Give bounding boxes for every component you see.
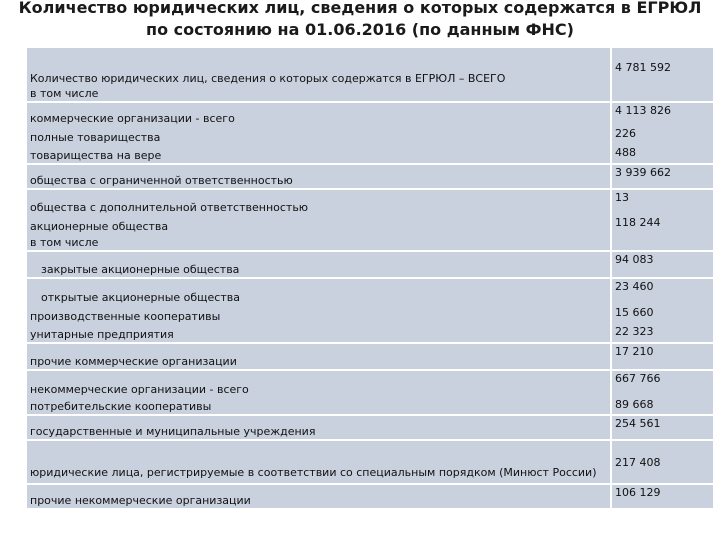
row-value (611, 86, 713, 102)
row-label: в том числе (27, 86, 611, 102)
page-title (0, 0, 720, 41)
table-row (27, 440, 713, 484)
table-row (27, 86, 713, 102)
table-row (27, 415, 713, 440)
row-label: открытые акционерные общества (27, 278, 611, 305)
row-value: 23 460 (611, 278, 713, 305)
row-label: Количество юридических лиц, сведения о которых содержатся в ЕГРЮЛ – ВСЕГО (27, 48, 611, 86)
table-row (27, 164, 713, 189)
row-value: 4 781 592 (611, 48, 713, 86)
table-row (27, 126, 713, 145)
page-title-line-1: Количество юридических лиц, сведения о которых содержатся в ЕГРЮЛ (18, 0, 702, 17)
row-label: товарищества на вере (27, 145, 611, 164)
row-value: 3 939 662 (611, 164, 713, 189)
row-label: производственные кооперативы (27, 305, 611, 324)
row-label: полные товарищества (27, 126, 611, 145)
row-label: акционерные общества (27, 215, 611, 234)
row-value: 4 113 826 (611, 102, 713, 126)
row-label: закрытые акционерные общества (27, 251, 611, 278)
row-value: 89 668 (611, 397, 713, 415)
registry-table-container (27, 48, 713, 526)
row-label: юридические лица, регистрируемые в соответствии со специальным порядком (Минюст России) (27, 440, 611, 484)
table-row (27, 215, 713, 234)
row-value: 118 244 (611, 215, 713, 234)
table-row (27, 189, 713, 215)
table-row (27, 48, 713, 86)
table-row (27, 251, 713, 278)
table-row (27, 343, 713, 370)
row-value: 15 660 (611, 305, 713, 324)
row-value: 22 323 (611, 324, 713, 343)
table-row (27, 278, 713, 305)
table-row (27, 484, 713, 508)
row-label: унитарные предприятия (27, 324, 611, 343)
row-label: прочие коммерческие организации (27, 343, 611, 370)
page-title-line-2: по состоянию на 01.06.2016 (по данным ФНС) (146, 20, 574, 39)
row-value (611, 234, 713, 251)
row-value: 13 (611, 189, 713, 215)
row-label: прочие некоммерческие организации (27, 484, 611, 508)
row-label: потребительские кооперативы (27, 397, 611, 415)
table-row (27, 397, 713, 415)
row-label: общества с дополнительной ответственностью (27, 189, 611, 215)
table-row (27, 145, 713, 164)
table-row (27, 324, 713, 343)
table-row (27, 305, 713, 324)
row-value: 106 129 (611, 484, 713, 508)
table-row (27, 234, 713, 251)
row-label: государственные и муниципальные учреждения (27, 415, 611, 440)
row-value: 17 210 (611, 343, 713, 370)
row-value: 254 561 (611, 415, 713, 440)
table-row (27, 370, 713, 397)
row-label: коммерческие организации - всего (27, 102, 611, 126)
table-row (27, 102, 713, 126)
row-value: 488 (611, 145, 713, 164)
row-label: в том числе (27, 234, 611, 251)
row-value: 217 408 (611, 440, 713, 484)
registry-table (27, 48, 713, 508)
row-value: 226 (611, 126, 713, 145)
row-value: 667 766 (611, 370, 713, 397)
row-label: общества с ограниченной ответственностью (27, 164, 611, 189)
row-value: 94 083 (611, 251, 713, 278)
row-label: некоммерческие организации - всего (27, 370, 611, 397)
